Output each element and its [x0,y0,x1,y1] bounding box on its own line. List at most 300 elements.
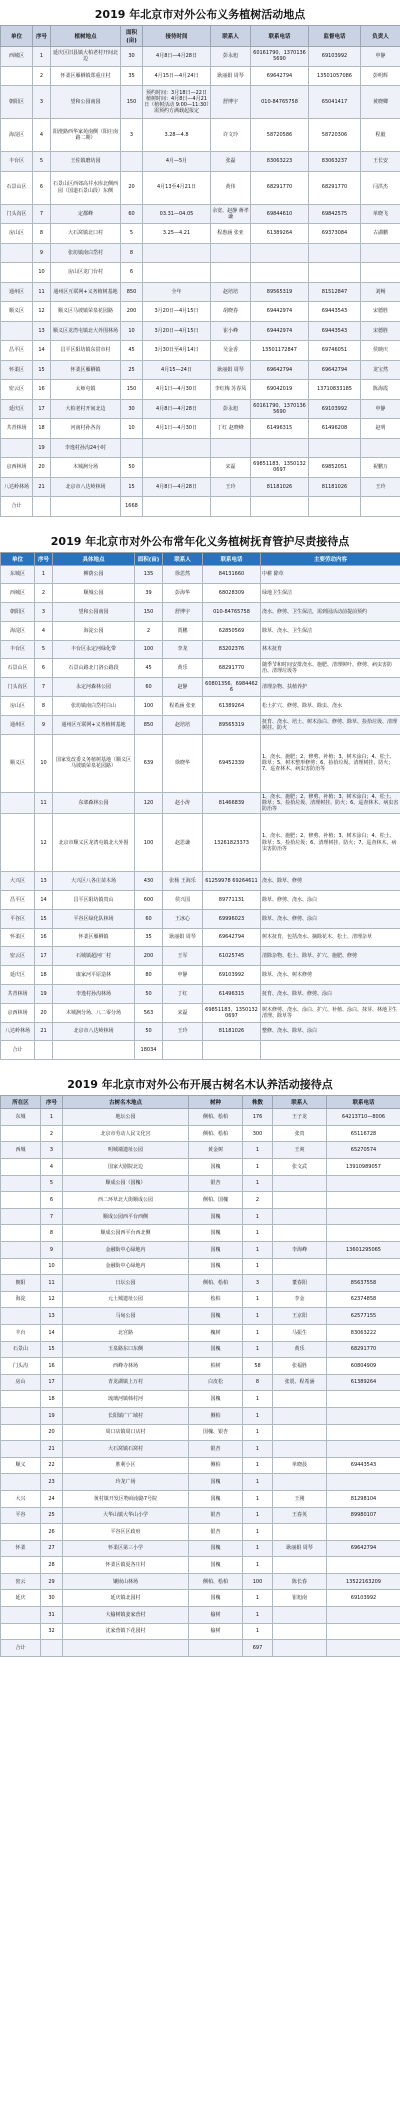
table-cell: 81181026 [309,477,361,497]
table-row [1,1192,400,1209]
table-row [1,171,400,204]
table-row [1,985,400,1004]
table-cell: 元土城遗址公园 [63,1291,189,1308]
table-cell: 国槐、银杏 [189,1424,243,1441]
table-cell: 4 [33,119,51,152]
table-cell: 81512847 [309,282,361,302]
table-row [1,152,400,172]
table-cell: 桧柏 [189,1291,243,1308]
table-cell [1,1258,41,1275]
table-cell: 密云 [1,1573,41,1590]
table-cell: 黄乐 [273,1341,327,1358]
table-cell: 舒博宇 [211,86,251,119]
table-cell: 639 [135,734,163,792]
column-header: 联系人 [211,26,251,47]
table-cell: 61496315 [203,985,261,1004]
table-cell: 61389264 [327,1374,400,1391]
table-cell: 李红梅 苏春凤 [211,380,251,400]
table-cell: 玲龙广场 [63,1474,189,1491]
table-cell [273,1557,327,1574]
table-cell: 侧柏、桧柏 [189,1109,243,1126]
table-cell: 69452339 [203,734,261,792]
table-row [1,1022,400,1041]
table-cell: 58720306 [309,119,361,152]
table-row [1,204,400,224]
table-row [1,1490,400,1507]
table-cell: 13522163209 [327,1573,400,1590]
table-cell: 8 [41,1225,63,1242]
table-cell [251,438,309,458]
table-cell: 徐晓华 [163,734,203,792]
column-header: 具体地点 [53,552,135,565]
table-cell: 清除杂物、松土、除草、扩穴、施肥、修剪 [261,947,400,966]
table-cell: 石景山 [1,1341,41,1358]
table-cell [273,1424,327,1441]
table-cell: 昌平区阳坊镇东贯市村 [51,341,121,361]
table-cell: 10 [121,419,143,439]
table-cell [273,1441,327,1458]
table-cell: 国槐 [189,1590,243,1607]
table-cell: 朝阳 [1,1275,41,1292]
table-cell: 张福胜 [273,1358,327,1375]
table-cell: 金融街中心绿地内 [63,1242,189,1259]
table-cell: 余宽、赵静 蒋孝谦 [211,204,251,224]
table-cell: 3 [41,1142,63,1159]
table-cell: 朝阳区 [1,603,35,622]
table-cell: 耿丽娟 周琴 [163,928,203,947]
table-cell [1,1242,41,1259]
table-cell: 绿地卫生保洁 [261,584,400,603]
table-header-row [1,1096,400,1109]
table-cell: 门头沟 [1,1358,41,1375]
table-cell: 1 [243,1175,273,1192]
table-header-row [1,26,400,47]
table-cell: 西峰寺林场 [63,1358,189,1375]
table-cell [1,1175,41,1192]
table-cell: 陈海霞 [361,380,400,400]
table-cell: 13710833185 [309,380,361,400]
table-cell: 4月—5月 [143,152,211,172]
table-cell: 浇水、修剪、卫生保洁，需到园活动前提前预约 [261,603,400,622]
table-cell: 侧柏、桧柏 [189,1573,243,1590]
table-cell: 61496208 [309,419,361,439]
table-cell: 赵培培 [211,282,251,302]
table-cell: 45 [121,341,143,361]
table-cell: 吴金香 [211,341,251,361]
table-cell: 赵思谦 [163,814,203,872]
table-cell: 563 [135,1003,163,1022]
table-cell [143,243,211,263]
table-cell: 树木抚育，包括浇水、摘除花木、松土、清理杂草 [261,928,400,947]
table-row [1,419,400,439]
table-cell: 古湖鹏 [361,224,400,244]
table-header-row [1,552,400,565]
table-row [1,1109,400,1126]
table-row [1,458,400,478]
table-cell: 国槐 [189,1208,243,1225]
table-cell: 15 [33,360,51,380]
table-cell: 16 [41,1358,63,1375]
table-cell: 柏树 [189,1358,243,1375]
table-cell: 石景山区 [1,171,33,204]
table-cell: 61496315 [251,419,309,439]
table-cell [273,1391,327,1408]
table-cell: 1 [243,1474,273,1491]
table-cell: 赵静 [163,678,203,697]
table-cell [309,438,361,458]
table-row [1,621,400,640]
table-cell: 27 [41,1540,63,1557]
table-row [1,584,400,603]
table-cell: 赵培培 [163,715,203,734]
table-cell: 19 [41,1407,63,1424]
table-cell: 京西林场 [1,458,33,478]
table-row [1,1242,400,1259]
table-cell: 12 [33,302,51,322]
table-cell: 2 [135,621,163,640]
table-cell: 顺成公园西平台西北侧 [63,1225,189,1242]
table-cell: 58 [243,1358,273,1375]
table-cell: 王爽 [273,1142,327,1159]
table-row [1,1590,400,1607]
column-header: 面积(亩) [121,26,143,47]
table-cell: 45 [135,659,163,678]
table-cell [309,243,361,263]
table-cell [273,1640,327,1657]
table-cell: 13910989057 [327,1159,400,1176]
table-cell: 61389264 [203,697,261,716]
table-cell: 9 [35,715,53,734]
table-cell: 玉泉路东口东侧 [63,1341,189,1358]
table-cell: 60 [121,204,143,224]
table-row [1,1407,400,1424]
table-cell: 房山区 [1,224,33,244]
table-cell: 中耕 除草 [261,565,400,584]
care-sites-table [0,552,400,1061]
table-cell [1,1225,41,1242]
table-cell: 200 [121,302,143,322]
table-cell: 太师屯镇 [51,380,121,400]
table-cell: 怀柔区第三小学 [63,1540,189,1557]
table-cell: 张磊 [211,152,251,172]
table-cell: 地坛公园 [63,1109,189,1126]
table-cell [327,1192,400,1209]
table-cell: 69103992 [203,966,261,985]
table-cell: 32 [41,1623,63,1640]
table-cell: 槐树 [189,1324,243,1341]
table-cell: 共青林场 [1,985,35,1004]
table-cell: 84131660 [203,565,261,584]
table-cell [327,1407,400,1424]
table-cell [1,814,35,872]
table-cell: 4月8日—4月28日 [143,399,211,419]
table-cell: 100 [135,697,163,716]
table-cell: 王子龙 [273,1109,327,1126]
table-cell: 抚育、浇水、培土、树木涂白、修剪、除草、捡拾垃圾、清理树挂、防火 [261,715,400,734]
table-row [1,1125,400,1142]
table-cell: 14 [35,891,53,910]
table-cell: 崔小峰 [211,321,251,341]
table-cell: 张文武 [273,1159,327,1176]
table-cell: 1 [243,1507,273,1524]
table-cell: 22 [41,1457,63,1474]
table-cell: 日坛公园 [63,1275,189,1292]
table-cell: 35 [135,928,163,947]
table-cell: 1 [35,565,53,584]
table-cell: 胡晓春 [211,302,251,322]
table-row [1,928,400,947]
table-cell [327,1175,400,1192]
table-cell: 延庆区 [1,399,33,419]
table-cell: 平谷区 [1,909,35,928]
table-cell: 50 [135,985,163,1004]
column-header: 序号 [35,552,53,565]
table-cell: 13 [41,1308,63,1325]
table-cell: 王玲 [163,1022,203,1041]
table-cell [1,1308,41,1325]
table-cell: 怀柔区雁栖镇 [51,360,121,380]
table-row [1,1640,400,1657]
table-cell: 宋磊 [163,1003,203,1022]
table-cell: 1 [243,1623,273,1640]
table-cell: 东城 [1,1109,41,1126]
table-cell: 1 [243,1142,273,1159]
table-cell: 朝阳区 [1,86,33,119]
table-cell [273,1225,327,1242]
table-cell: 国家发改委义务植树基地（顺义区马坡镇荣泉花园路） [53,734,135,792]
section3-title: 2019 年北京市对外公布开展古树名木认养活动接待点 [67,1078,333,1092]
table-row [1,1507,400,1524]
table-cell: 3 [33,86,51,119]
table-cell: 50 [121,458,143,478]
table-cell [1,792,35,814]
table-row [1,321,400,341]
table-cell: 14 [33,341,51,361]
table-cell: 2 [35,584,53,603]
table-cell: 69443543 [327,1457,400,1474]
table-cell: 6 [41,1192,63,1209]
table-cell [1,321,33,341]
table-cell: 国槐 [189,1341,243,1358]
table-cell: 抚育、浇水、除草、修剪、涂白 [261,985,400,1004]
table-cell: 永定河森林公园 [53,678,135,697]
table-cell: 西二环草北大街顺成公园 [63,1192,189,1209]
table-cell: 林木抚育 [261,640,400,659]
table-cell: 单晓晨 [273,1457,327,1474]
table-cell: 81298104 [327,1490,400,1507]
table-cell: 木城涧分场 [51,458,121,478]
table-cell [143,497,211,517]
table-cell: 26 [41,1524,63,1541]
table-cell: 银杏 [189,1441,243,1458]
table-cell: 20 [33,458,51,478]
table-cell: 石城镇超河厂村 [53,947,135,966]
table-cell [327,1623,400,1640]
table-cell: 顺城公园 [53,584,135,603]
table-row [1,1607,400,1624]
table-cell: 24 [41,1490,63,1507]
table-row [1,1474,400,1491]
table-cell: 海淀 [1,1291,41,1308]
table-row [1,1142,400,1159]
table-cell [361,497,400,517]
table-cell: 1 [243,1324,273,1341]
table-cell [1,263,33,283]
column-header: 单位 [1,552,35,565]
column-header: 株数 [243,1096,273,1109]
table-cell [1,1557,41,1574]
table-cell: 200 [135,947,163,966]
table-cell: 顺义 [1,1457,41,1474]
table-cell: 北宫路 [63,1324,189,1341]
table-cell: 通州区互联网+义务植树基地 [51,282,121,302]
table-cell: 68291770 [251,171,309,204]
table-cell: 张震、程希涵 [273,1374,327,1391]
table-cell [273,1607,327,1624]
table-cell [1,1192,41,1209]
table-cell: 龙宝然 [361,360,400,380]
table-cell [53,1041,135,1060]
table-cell: 宋德胜 [361,302,400,322]
table-cell: 祝鹏万 [361,458,400,478]
table-cell: 王刚 [273,1490,327,1507]
table-cell: 侧柏 [189,1407,243,1424]
table-cell: 东郊森林公园 [53,792,135,814]
table-cell: 房山区龙门台村 [51,263,121,283]
table-cell: 耿丽娟 周琴 [211,360,251,380]
table-row [1,1275,400,1292]
table-cell: 榆树 [189,1623,243,1640]
table-cell: 17 [41,1374,63,1391]
table-cell: 65116728 [327,1125,400,1142]
table-cell: 八达岭林场 [1,1022,35,1041]
table-cell [143,263,211,283]
table-cell: 68291770 [203,659,261,678]
table-cell: 1 [243,1540,273,1557]
table-cell: 八达岭林场 [1,477,33,497]
table-cell: 1 [243,1159,273,1176]
table-cell: 100 [243,1573,273,1590]
table-cell: 李海峰 [273,1242,327,1259]
table-cell: 68291770 [327,1341,400,1358]
table-cell: 宋磊 [211,458,251,478]
table-cell: 100 [135,814,163,872]
table-cell: 合计 [1,1640,41,1657]
table-cell: 国槐 [189,1474,243,1491]
table-cell: 20 [121,171,143,204]
table-cell: 1 [243,1242,273,1259]
table-cell: 1 [243,1341,273,1358]
table-cell: 金融街中心绿地内 [63,1258,189,1275]
table-cell: 共青林场 [1,419,33,439]
table-cell [273,1407,327,1424]
table-cell [1,1474,41,1491]
table-row [1,1358,400,1375]
ancient-trees-table [0,1095,400,1657]
table-cell: 王玲 [361,477,400,497]
table-cell: 整修、浇水、除草、涂白 [261,1022,400,1041]
table-cell: 80 [135,966,163,985]
table-cell: 阳澄路西华家苑南侧（阳庄南路二期） [51,119,121,152]
table-cell [327,1391,400,1408]
table-cell: 张贵 [273,1125,327,1142]
table-cell: 28 [41,1557,63,1574]
table-cell [143,438,211,458]
table-cell [361,243,400,263]
table-cell: 丰台区永定河绿化带 [53,640,135,659]
table-cell: 150 [135,603,163,622]
table-row [1,1258,400,1275]
table-row [1,119,400,152]
table-cell: 89565319 [251,282,309,302]
table-cell: 耿丽娟 周琴 [211,66,251,86]
table-row [1,1424,400,1441]
table-cell: 董春阳 [273,1275,327,1292]
table-cell: 65041417 [309,86,361,119]
table-cell: 申静 [361,47,400,67]
table-cell: 随季节和时间安排浇水、施肥、清理树叶、修剪、病虫害防治、清理垃圾等 [261,659,400,678]
table-cell: 21 [33,477,51,497]
table-cell: 西城区 [1,47,33,67]
table-row [1,1291,400,1308]
table-cell: 58720586 [251,119,309,152]
table-cell: 15 [121,477,143,497]
table-cell: 石景山区西郊高井水库北侧西园（国道石景山段）东侧 [51,171,121,204]
table-cell: 11 [35,792,53,814]
table-cell: 丰台 [1,1324,41,1341]
table-cell: 李金 [273,1291,327,1308]
table-cell [261,1041,400,1060]
table-cell: 68291770 [309,171,361,204]
table-cell [327,1557,400,1574]
column-header: 所在区 [1,1096,41,1109]
table-cell: 176 [243,1109,273,1126]
table-cell: 3月20日—4月15日 [143,302,211,322]
table-cell: 定都峰 [51,204,121,224]
column-header: 单位 [1,26,33,47]
table-cell: 张杨 王海乐 [163,872,203,891]
table-row [1,947,400,966]
table-cell: 12 [41,1291,63,1308]
table-cell: 程惠涵 张亚 [211,224,251,244]
table-cell: 20 [41,1424,63,1441]
table-cell: 顺义区 [1,302,33,322]
table-cell: 舒博宇 [163,603,203,622]
table-cell: 马振生 [273,1324,327,1341]
table-cell: 顺义区 [1,734,35,792]
table-cell: 银杏 [189,1507,243,1524]
table-cell: 预约时间：3月18日—22日植树时间：4月8日—4月21日（植树活动 9:00—11:30）需预约方满载起报定 [143,86,211,119]
table-cell: 69642794 [203,928,261,947]
table-cell: 69996023 [203,909,261,928]
table-cell: 8 [35,697,53,716]
table-cell: 合计 [1,497,33,517]
table-cell [273,1623,327,1640]
table-cell: 69443543 [309,302,361,322]
table-cell: 沈家营镇下花园村 [63,1623,189,1640]
table-cell: 王长安 [361,152,400,172]
table-cell [327,1607,400,1624]
table-cell: 30 [41,1590,63,1607]
table-cell: 81181026 [251,477,309,497]
table-row [1,966,400,985]
table-cell: 王玲 [211,477,251,497]
table-cell: 通州区 [1,282,33,302]
table-cell: 4 [35,621,53,640]
table-cell: 李龙 [163,640,203,659]
table-cell: 850 [121,282,143,302]
table-cell [273,1524,327,1541]
